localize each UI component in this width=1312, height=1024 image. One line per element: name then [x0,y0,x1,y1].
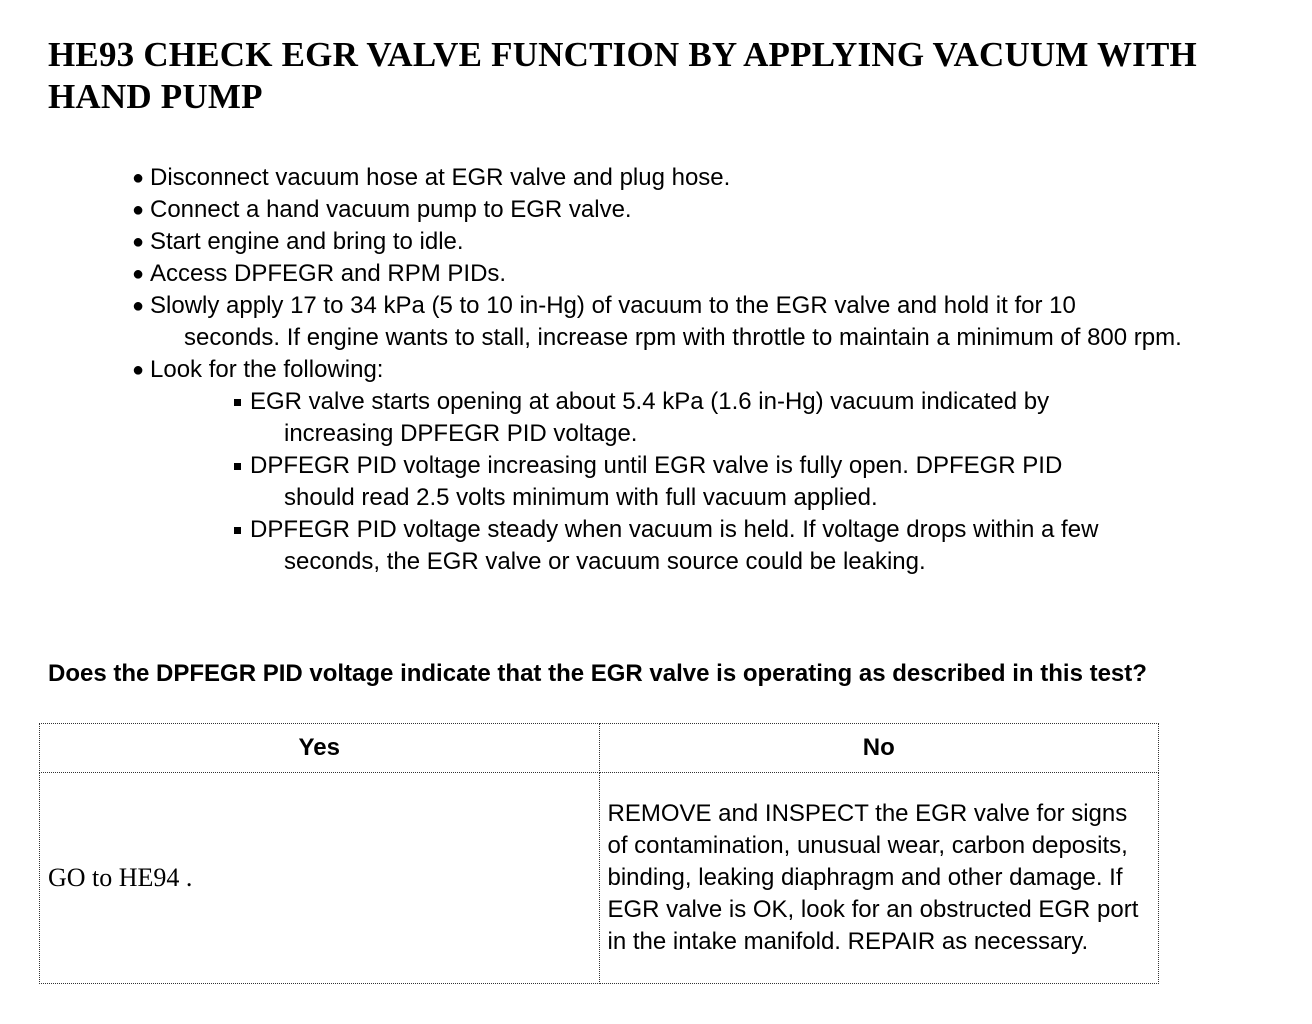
step-item [130,354,1250,578]
no-header: No [599,724,1159,773]
step-text: Start engine and bring to idle. [150,228,464,255]
decision-table [39,723,1159,984]
step-text: Access DPFEGR and RPM PIDs. [150,260,507,287]
no-action-cell: REMOVE and INSPECT the EGR valve for signs of contamination, unusual wear, carbon deposits, binding, leaking diaphragm and other damage. If EGR valve is OK, look for an obstructed EGR port in the intake manifold. REPAIR as necessary. [599,773,1159,984]
substep-text-continued: should read 2.5 volts minimum with full vacuum applied. [284,484,878,511]
step-text: Slowly apply 17 to 34 kPa (5 to 10 in-Hg) of vacuum to the EGR valve and hold it for 10 [150,292,1076,319]
substep-text: DPFEGR PID voltage increasing until EGR valve is fully open. DPFEGR PID [250,452,1063,479]
step-item [130,162,1250,194]
step-text: Disconnect vacuum hose at EGR valve and plug hose. [150,164,731,191]
substep-text: DPFEGR PID voltage steady when vacuum is held. If voltage drops within a few [250,516,1099,543]
sub-steps [232,386,1250,578]
step-text-continued: seconds. If engine wants to stall, increase rpm with throttle to maintain a minimum of 800 rpm. [184,324,1182,351]
yes-action-link[interactable]: GO to HE94 . [48,862,193,892]
table-row [40,773,1159,984]
yes-action-cell [40,773,600,984]
substep-text-continued: increasing DPFEGR PID voltage. [284,420,638,447]
square-bullet-icon [234,399,241,406]
bullet-icon: ● [132,263,145,285]
table-header-row [40,724,1159,773]
bullet-icon: ● [132,359,145,381]
square-bullet-icon [234,463,241,470]
bullet-icon: ● [132,167,145,189]
step-item [130,258,1250,290]
procedure-steps [130,162,1250,578]
bullet-icon: ● [132,295,145,317]
substep-text: EGR valve starts opening at about 5.4 kPa (1.6 in-Hg) vacuum indicated by [250,388,1050,415]
substep-item [232,450,1250,514]
square-bullet-icon [234,527,241,534]
yes-header: Yes [40,724,600,773]
step-item [130,226,1250,258]
bullet-icon: ● [132,231,145,253]
bullet-icon: ● [132,199,145,221]
page-title: HE93 CHECK EGR VALVE FUNCTION BY APPLYING VACUUM WITH HAND PUMP [48,35,1197,116]
step-text: Connect a hand vacuum pump to EGR valve. [150,196,632,223]
step-item [130,290,1250,354]
substep-item [232,386,1250,450]
step-text: Look for the following: [150,356,384,383]
substep-text-continued: seconds, the EGR valve or vacuum source could be leaking. [284,548,926,575]
decision-question: Does the DPFEGR PID voltage indicate that the EGR valve is operating as described in this test? [48,660,1147,687]
substep-item [232,514,1250,578]
step-item [130,194,1250,226]
